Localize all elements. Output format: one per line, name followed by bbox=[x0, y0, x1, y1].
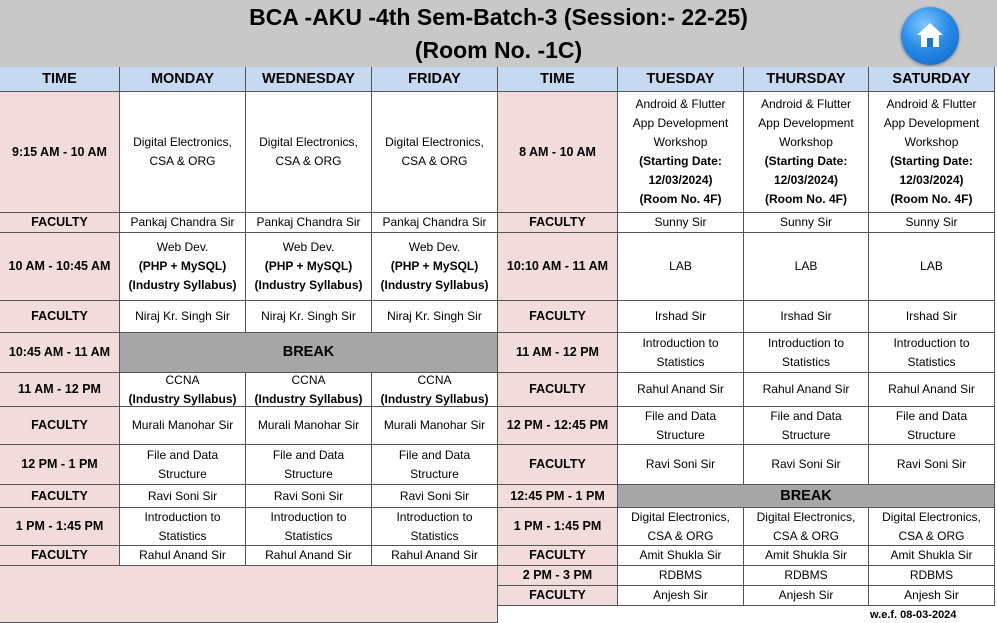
subject-saturday bbox=[869, 566, 995, 586]
faculty-label bbox=[498, 546, 618, 566]
subject-friday-line: Statistics bbox=[410, 528, 459, 543]
subject-wednesday-text bbox=[254, 238, 362, 295]
faculty-tuesday-text: Ravi Soni Sir bbox=[645, 457, 716, 471]
subject-friday-line: Introduction to bbox=[396, 509, 473, 524]
time-cell bbox=[498, 92, 618, 213]
faculty-wednesday-text: Rahul Anand Sir bbox=[265, 548, 352, 562]
faculty-label bbox=[0, 485, 120, 508]
break-cell bbox=[120, 333, 498, 373]
faculty-saturday-text: Rahul Anand Sir bbox=[888, 382, 975, 396]
subject-saturday bbox=[869, 92, 995, 213]
subject-monday-text bbox=[147, 446, 218, 484]
subject-thursday-line: Android & Flutter bbox=[760, 97, 852, 111]
subject-saturday-line: Introduction to bbox=[893, 335, 970, 350]
faculty-thursday bbox=[744, 546, 869, 566]
faculty-friday bbox=[372, 213, 498, 233]
subject-friday-line: Digital Electronics, bbox=[385, 135, 484, 149]
faculty-friday-text: Pankaj Chandra Sir bbox=[382, 215, 487, 229]
subject-thursday-line: File and Data bbox=[770, 408, 842, 423]
faculty-friday bbox=[372, 301, 498, 333]
subject-monday-line: Statistics bbox=[158, 528, 207, 543]
subject-friday-line: (Industry Syllabus) bbox=[380, 391, 489, 406]
faculty-monday bbox=[120, 407, 246, 445]
time-cell bbox=[498, 508, 618, 546]
subject-wednesday-line: (Industry Syllabus) bbox=[254, 278, 363, 292]
subject-monday bbox=[120, 508, 246, 546]
faculty-label-text: FACULTY bbox=[529, 382, 586, 396]
faculty-monday bbox=[120, 301, 246, 333]
faculty-saturday-text: Amit Shukla Sir bbox=[890, 548, 973, 562]
subject-tuesday-line: CSA & ORG bbox=[647, 528, 714, 543]
subject-tuesday-text: LAB bbox=[669, 259, 692, 273]
faculty-tuesday-text: Rahul Anand Sir bbox=[637, 382, 724, 396]
subject-wednesday bbox=[246, 508, 372, 546]
subject-thursday bbox=[744, 92, 869, 213]
faculty-saturday bbox=[869, 546, 995, 566]
faculty-label bbox=[498, 445, 618, 485]
faculty-label bbox=[498, 586, 618, 606]
faculty-monday-text: Rahul Anand Sir bbox=[139, 548, 226, 562]
empty-area bbox=[0, 566, 498, 623]
subject-saturday bbox=[869, 508, 995, 546]
subject-tuesday bbox=[618, 233, 744, 301]
break-cell-text: BREAK bbox=[282, 344, 335, 360]
faculty-tuesday bbox=[618, 586, 744, 606]
time-cell bbox=[0, 333, 120, 373]
faculty-thursday-text: Sunny Sir bbox=[779, 215, 833, 229]
subject-thursday-text: RDBMS bbox=[784, 568, 828, 582]
subject-wednesday-line: Web Dev. bbox=[282, 240, 335, 254]
faculty-saturday-text: Sunny Sir bbox=[905, 215, 958, 229]
subject-tuesday bbox=[618, 333, 744, 373]
subject-wednesday-line: Statistics bbox=[284, 528, 333, 543]
subject-tuesday-text bbox=[631, 508, 730, 546]
subject-thursday bbox=[744, 566, 869, 586]
time-cell bbox=[0, 508, 120, 546]
faculty-label bbox=[498, 301, 618, 333]
faculty-wednesday bbox=[246, 213, 372, 233]
subject-monday-text bbox=[144, 508, 220, 546]
subject-tuesday-line: (Room No. 4F) bbox=[639, 192, 722, 206]
header-wednesday-text: WEDNESDAY bbox=[262, 70, 355, 87]
header-tuesday bbox=[618, 67, 744, 92]
subject-friday bbox=[372, 373, 498, 407]
header-friday bbox=[372, 67, 498, 92]
time-cell bbox=[498, 485, 618, 508]
subject-monday-text bbox=[128, 238, 236, 295]
time-cell-text: 8 AM - 10 AM bbox=[519, 144, 596, 159]
subject-tuesday-text bbox=[642, 334, 718, 372]
time-cell bbox=[498, 233, 618, 301]
header-monday bbox=[120, 67, 246, 92]
subject-friday-line: Web Dev. bbox=[408, 240, 461, 254]
subject-friday-text bbox=[380, 238, 488, 295]
subject-wednesday bbox=[246, 445, 372, 485]
subject-saturday-line: CSA & ORG bbox=[898, 528, 965, 543]
faculty-thursday-text: Amit Shukla Sir bbox=[764, 548, 848, 562]
subject-wednesday-line: CCNA bbox=[291, 373, 326, 387]
subject-saturday bbox=[869, 233, 995, 301]
subject-wednesday-line: Digital Electronics, bbox=[259, 135, 358, 149]
faculty-tuesday bbox=[618, 546, 744, 566]
subject-thursday-text bbox=[768, 334, 844, 372]
time-cell-text: 9:15 AM - 10 AM bbox=[12, 144, 107, 159]
subject-thursday bbox=[744, 508, 869, 546]
faculty-saturday bbox=[869, 301, 995, 333]
subject-wednesday-text bbox=[259, 133, 358, 171]
time-cell-text: 1 PM - 1:45 PM bbox=[513, 519, 602, 533]
faculty-monday bbox=[120, 485, 246, 508]
subject-monday-line: Structure bbox=[158, 466, 207, 481]
subject-friday-text bbox=[380, 373, 488, 407]
faculty-thursday bbox=[744, 586, 869, 606]
time-cell bbox=[0, 445, 120, 485]
subject-friday-text bbox=[399, 446, 470, 484]
faculty-friday bbox=[372, 407, 498, 445]
subject-wednesday-line: CSA & ORG bbox=[275, 154, 342, 168]
subject-saturday bbox=[869, 407, 995, 445]
faculty-wednesday bbox=[246, 407, 372, 445]
faculty-thursday-text: Anjesh Sir bbox=[778, 588, 834, 602]
faculty-label bbox=[0, 407, 120, 445]
subject-tuesday-line: Structure bbox=[656, 427, 705, 442]
subject-tuesday bbox=[618, 92, 744, 213]
subject-wednesday-line: Introduction to bbox=[270, 509, 347, 524]
room-subtitle: (Room No. -1C) bbox=[414, 37, 583, 63]
faculty-thursday bbox=[744, 445, 869, 485]
faculty-wednesday-text: Niraj Kr. Singh Sir bbox=[261, 309, 356, 323]
subject-wednesday-text bbox=[273, 446, 344, 484]
subject-friday bbox=[372, 233, 498, 301]
effective-date: w.e.f. 08-03-2024 bbox=[870, 609, 957, 621]
faculty-tuesday bbox=[618, 213, 744, 233]
subject-thursday-text bbox=[770, 407, 841, 445]
subject-monday bbox=[120, 233, 246, 301]
subject-monday-line: Web Dev. bbox=[156, 240, 209, 254]
time-cell-text: 11 AM - 12 PM bbox=[18, 382, 101, 396]
faculty-monday-text: Niraj Kr. Singh Sir bbox=[135, 309, 230, 323]
subject-thursday bbox=[744, 233, 869, 301]
faculty-label-text: FACULTY bbox=[31, 309, 88, 323]
header-tuesday-text: TUESDAY bbox=[646, 70, 715, 87]
subject-monday bbox=[120, 445, 246, 485]
subject-tuesday bbox=[618, 566, 744, 586]
subject-wednesday-line: Structure bbox=[284, 466, 333, 481]
faculty-label-text: FACULTY bbox=[529, 309, 586, 323]
subject-saturday-line: Structure bbox=[907, 427, 956, 442]
faculty-monday bbox=[120, 213, 246, 233]
time-cell bbox=[498, 566, 618, 586]
subject-saturday-line: 12/03/2024) bbox=[899, 173, 964, 187]
subject-saturday-text bbox=[896, 407, 967, 445]
time-cell-text: 2 PM - 3 PM bbox=[522, 568, 593, 582]
faculty-tuesday-text: Irshad Sir bbox=[654, 309, 707, 323]
time-cell-text: 10:10 AM - 11 AM bbox=[506, 259, 609, 273]
subject-thursday-line: Introduction to bbox=[767, 335, 845, 350]
header-time-text: TIME bbox=[540, 70, 575, 87]
subject-monday-text bbox=[128, 373, 236, 407]
subject-saturday-text bbox=[893, 334, 969, 372]
faculty-friday-text: Murali Manohar Sir bbox=[383, 418, 486, 432]
subject-saturday-line: (Room No. 4F) bbox=[890, 192, 973, 206]
break-cell-text: BREAK bbox=[780, 487, 832, 504]
subject-thursday-line: (Room No. 4F) bbox=[764, 192, 847, 206]
subject-friday-line: CSA & ORG bbox=[401, 154, 468, 168]
faculty-label bbox=[0, 301, 120, 333]
header-saturday bbox=[869, 67, 995, 92]
subject-thursday-text bbox=[757, 508, 856, 546]
time-cell-text: 1 PM - 1:45 PM bbox=[15, 519, 104, 533]
faculty-saturday bbox=[869, 373, 995, 407]
subject-monday-line: Digital Electronics, bbox=[133, 135, 232, 149]
faculty-friday-text: Ravi Soni Sir bbox=[399, 488, 470, 503]
subject-thursday-line: CSA & ORG bbox=[772, 528, 839, 543]
subject-thursday-line: 12/03/2024) bbox=[773, 173, 839, 187]
page-title: BCA -AKU -4th Sem-Batch-3 (Session:- 22-25) bbox=[249, 4, 748, 30]
subject-monday bbox=[120, 373, 246, 407]
time-cell-text: 12:45 PM - 1 PM bbox=[510, 488, 605, 503]
faculty-thursday-text: Ravi Soni Sir bbox=[771, 457, 841, 471]
subject-friday-line: CCNA bbox=[417, 373, 452, 387]
subject-friday-line: (Industry Syllabus) bbox=[380, 278, 489, 292]
faculty-thursday bbox=[744, 301, 869, 333]
home-button[interactable] bbox=[901, 7, 959, 65]
subject-saturday-line: Workshop bbox=[904, 135, 959, 149]
subject-friday-text bbox=[385, 133, 484, 171]
subject-tuesday-line: Android & Flutter bbox=[635, 97, 726, 111]
time-cell bbox=[0, 92, 120, 213]
faculty-saturday-text: Anjesh Sir bbox=[904, 588, 959, 602]
faculty-monday-text: Pankaj Chandra Sir bbox=[130, 215, 235, 229]
faculty-thursday-text: Rahul Anand Sir bbox=[762, 382, 850, 396]
time-cell bbox=[498, 333, 618, 373]
subject-thursday-text: LAB bbox=[794, 259, 818, 273]
subject-tuesday-text: RDBMS bbox=[658, 568, 703, 582]
time-cell-text: 11 AM - 12 PM bbox=[516, 345, 599, 359]
faculty-saturday bbox=[869, 213, 995, 233]
faculty-thursday bbox=[744, 213, 869, 233]
subject-tuesday bbox=[618, 407, 744, 445]
faculty-thursday-text: Irshad Sir bbox=[780, 309, 832, 323]
faculty-label-text: FACULTY bbox=[529, 215, 586, 229]
subject-thursday bbox=[744, 333, 869, 373]
faculty-friday-text: Niraj Kr. Singh Sir bbox=[387, 309, 482, 323]
faculty-wednesday bbox=[246, 485, 372, 508]
faculty-saturday bbox=[869, 586, 995, 606]
subject-tuesday bbox=[618, 508, 744, 546]
faculty-tuesday bbox=[618, 445, 744, 485]
faculty-label bbox=[0, 213, 120, 233]
faculty-label bbox=[498, 373, 618, 407]
faculty-thursday bbox=[744, 373, 869, 407]
faculty-label-text: FACULTY bbox=[31, 215, 88, 229]
subject-tuesday-line: Digital Electronics, bbox=[631, 509, 730, 524]
subject-saturday bbox=[869, 333, 995, 373]
faculty-wednesday-text: Murali Manohar Sir bbox=[257, 418, 360, 432]
faculty-wednesday-text: Pankaj Chandra Sir bbox=[256, 215, 361, 229]
faculty-friday bbox=[372, 485, 498, 508]
faculty-tuesday-text: Amit Shukla Sir bbox=[639, 548, 722, 562]
faculty-label bbox=[498, 213, 618, 233]
subject-saturday-line: App Development bbox=[883, 116, 980, 130]
subject-tuesday-line: File and Data bbox=[644, 408, 717, 423]
subject-saturday-line: File and Data bbox=[895, 408, 968, 423]
header-thursday-text: THURSDAY bbox=[766, 70, 846, 87]
subject-friday-line: File and Data bbox=[398, 447, 471, 462]
faculty-wednesday bbox=[246, 301, 372, 333]
subject-monday-line: (Industry Syllabus) bbox=[128, 278, 237, 292]
subject-wednesday bbox=[246, 373, 372, 407]
subject-saturday-line: Digital Electronics, bbox=[882, 509, 981, 524]
subject-saturday-text bbox=[884, 95, 979, 209]
subject-wednesday bbox=[246, 233, 372, 301]
subject-thursday bbox=[744, 407, 869, 445]
faculty-saturday bbox=[869, 445, 995, 485]
time-cell bbox=[0, 233, 120, 301]
subject-monday-line: CCNA bbox=[165, 373, 200, 387]
subject-wednesday-text bbox=[254, 373, 362, 407]
subject-thursday-line: Workshop bbox=[779, 135, 833, 149]
subject-monday-line: CSA & ORG bbox=[149, 154, 216, 168]
header-thursday bbox=[744, 67, 869, 92]
faculty-monday-text: Ravi Soni Sir bbox=[147, 488, 218, 503]
subject-monday-line: (Industry Syllabus) bbox=[128, 391, 237, 406]
subject-friday-text bbox=[396, 508, 472, 546]
header-saturday-text: SATURDAY bbox=[892, 70, 971, 87]
faculty-tuesday bbox=[618, 373, 744, 407]
subject-tuesday-text bbox=[633, 95, 728, 209]
subject-tuesday-line: Introduction to bbox=[642, 335, 719, 350]
faculty-friday-text: Rahul Anand Sir bbox=[391, 548, 478, 562]
subject-saturday-line: Android & Flutter bbox=[886, 97, 977, 111]
home-icon bbox=[914, 19, 946, 51]
subject-tuesday-line: Workshop bbox=[653, 135, 708, 149]
subject-tuesday-line: App Development bbox=[632, 116, 729, 130]
faculty-label-text: FACULTY bbox=[31, 548, 88, 562]
subject-friday bbox=[372, 445, 498, 485]
time-cell-text: 12 PM - 1 PM bbox=[21, 457, 98, 471]
subject-thursday-line: (Starting Date: bbox=[764, 154, 848, 168]
subject-friday-line: Structure bbox=[410, 466, 459, 481]
subject-thursday-line: App Development bbox=[758, 116, 854, 130]
time-cell bbox=[0, 373, 120, 407]
faculty-tuesday bbox=[618, 301, 744, 333]
subject-wednesday-text bbox=[270, 508, 346, 546]
subject-friday bbox=[372, 92, 498, 213]
time-cell-text: 10:45 AM - 11 AM bbox=[8, 345, 111, 359]
faculty-wednesday-text: Ravi Soni Sir bbox=[273, 488, 344, 503]
subject-friday bbox=[372, 508, 498, 546]
faculty-label bbox=[0, 546, 120, 566]
subject-tuesday-text bbox=[645, 407, 716, 445]
subject-thursday-line: Digital Electronics, bbox=[756, 509, 856, 524]
subject-monday bbox=[120, 92, 246, 213]
faculty-tuesday-text: Sunny Sir bbox=[654, 215, 707, 229]
faculty-monday bbox=[120, 546, 246, 566]
faculty-monday-text: Murali Manohar Sir bbox=[131, 418, 234, 432]
subject-saturday-text: RDBMS bbox=[909, 568, 954, 582]
subject-monday-line: File and Data bbox=[146, 447, 219, 462]
subject-tuesday-line: (Starting Date: bbox=[639, 154, 722, 168]
subject-monday-line: Introduction to bbox=[144, 509, 221, 524]
subject-friday-line: (PHP + MySQL) bbox=[390, 259, 479, 273]
faculty-label-text: FACULTY bbox=[529, 457, 586, 471]
header-friday-text: FRIDAY bbox=[408, 70, 461, 87]
header-time bbox=[498, 67, 618, 92]
header-wednesday bbox=[246, 67, 372, 92]
faculty-label-text: FACULTY bbox=[31, 418, 88, 432]
subject-saturday-line: (Starting Date: bbox=[890, 154, 973, 168]
time-cell-text: 12 PM - 12:45 PM bbox=[506, 418, 609, 432]
faculty-wednesday bbox=[246, 546, 372, 566]
faculty-saturday-text: Ravi Soni Sir bbox=[896, 457, 967, 471]
subject-tuesday-line: 12/03/2024) bbox=[648, 173, 713, 187]
time-cell bbox=[498, 407, 618, 445]
subject-thursday-line: Statistics bbox=[781, 354, 830, 369]
subject-tuesday-line: Statistics bbox=[656, 354, 705, 369]
faculty-label-text: FACULTY bbox=[529, 588, 586, 602]
faculty-friday bbox=[372, 546, 498, 566]
subject-thursday-line: Structure bbox=[781, 427, 831, 442]
header-time bbox=[0, 67, 120, 92]
time-cell-text: 10 AM - 10:45 AM bbox=[8, 259, 111, 273]
subject-saturday-text: LAB bbox=[920, 259, 943, 273]
subject-monday-text bbox=[133, 133, 232, 171]
faculty-label-text: FACULTY bbox=[529, 548, 586, 562]
subject-monday-line: (PHP + MySQL) bbox=[138, 259, 227, 273]
subject-thursday-text bbox=[758, 95, 853, 209]
subject-saturday-line: Statistics bbox=[907, 354, 956, 369]
subject-wednesday-line: (PHP + MySQL) bbox=[264, 259, 353, 273]
faculty-tuesday-text: Anjesh Sir bbox=[653, 588, 708, 602]
break-cell bbox=[618, 485, 995, 508]
faculty-label-text: FACULTY bbox=[31, 488, 88, 503]
header-monday-text: MONDAY bbox=[150, 70, 215, 87]
faculty-saturday-text: Irshad Sir bbox=[905, 309, 958, 323]
subject-wednesday-line: File and Data bbox=[272, 447, 345, 462]
subject-wednesday-line: (Industry Syllabus) bbox=[254, 391, 363, 406]
subject-wednesday bbox=[246, 92, 372, 213]
header-time-text: TIME bbox=[42, 70, 77, 87]
subject-saturday-text bbox=[882, 508, 981, 546]
